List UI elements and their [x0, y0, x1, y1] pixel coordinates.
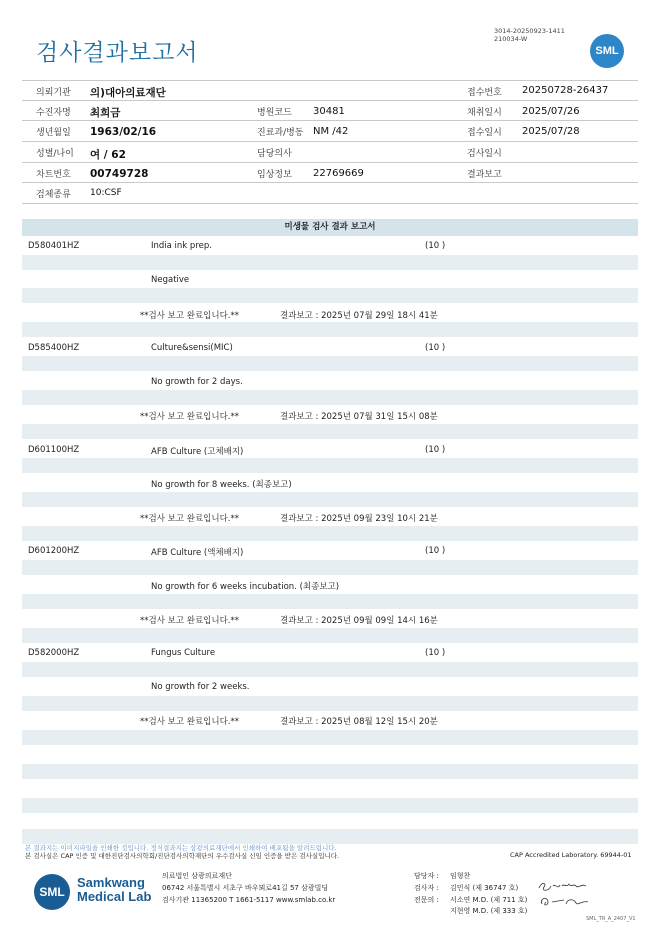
test-name: AFB Culture (고체배지) [151, 447, 244, 457]
hospital-code-label: 병원코드 [257, 108, 292, 118]
test-done: **검사 보고 완료입니다.** [140, 616, 240, 626]
row-band [22, 458, 638, 473]
hospital-code-value: 30481 [313, 106, 345, 117]
form-code: SML_TR_A_2407_V1 [586, 916, 636, 922]
test-done: **검사 보고 완료입니다.** [140, 412, 240, 422]
row-band [22, 560, 638, 575]
receipt-date-label: 접수일시 [467, 128, 502, 138]
birth-value: 1963/02/16 [90, 126, 157, 138]
row-band [22, 662, 638, 677]
row-band [22, 492, 638, 507]
collect-date-label: 채취일시 [467, 108, 502, 118]
test-code: D585400HZ [28, 343, 80, 353]
cap-accreditation: CAP Accredited Laboratory. 69944-01 [510, 851, 632, 859]
test-name: Fungus Culture [151, 648, 216, 658]
signatures [536, 878, 592, 910]
test-count: (10 ) [425, 241, 446, 251]
row-band [22, 390, 638, 405]
test-result: No growth for 2 weeks. [151, 682, 250, 692]
test-result: No growth for 6 weeks incubation. (최종보고) [151, 582, 340, 592]
report-time: 결과보고 : 2025년 07월 29일 18시 41분 [280, 311, 438, 321]
test-result: Negative [151, 275, 190, 285]
page-title: 검사결과보고서 [36, 40, 199, 66]
requester-value: 의)대아의료재단 [90, 87, 166, 99]
section-title: 미생물 검사 결과 보고서 [22, 219, 638, 236]
row-band [22, 730, 638, 745]
specialist-label: 전문의 : [414, 896, 439, 904]
test-code: D582000HZ [28, 648, 80, 658]
chart-no-value: 00749728 [90, 168, 149, 180]
test-done: **검사 보고 완료입니다.** [140, 717, 240, 727]
row-band [22, 696, 638, 711]
dept-value: NM /42 [313, 126, 349, 137]
row-band [22, 255, 638, 270]
clinical-label: 임상정보 [257, 170, 292, 180]
test-done: **검사 보고 완료입니다.** [140, 514, 240, 524]
tester-name: 김민식 (제 36747 호) [450, 884, 519, 892]
requester-label: 의뢰기관 [36, 88, 71, 98]
divider [22, 203, 638, 204]
name-label: 수진자명 [36, 108, 71, 118]
row-band [22, 798, 638, 813]
test-code: D601200HZ [28, 546, 80, 556]
sml-logo: SML [590, 34, 624, 68]
row-band [22, 764, 638, 779]
org-name: 의료법인 삼광의료재단 [162, 872, 232, 880]
row-band [22, 356, 638, 371]
test-done: **검사 보고 완료입니다.** [140, 311, 240, 321]
report-label: 결과보고 [467, 170, 502, 180]
test-code: D580401HZ [28, 241, 80, 251]
test-date-label: 검사일시 [467, 149, 502, 159]
test-code: D601100HZ [28, 445, 80, 455]
divider [22, 162, 638, 163]
test-count: (10 ) [425, 445, 446, 455]
row-band [22, 288, 638, 303]
receipt-no-label: 접수번호 [467, 88, 502, 98]
divider [22, 100, 638, 101]
row-band [22, 594, 638, 609]
receipt-date-value: 2025/07/28 [522, 126, 580, 137]
test-name: AFB Culture (액체배지) [151, 548, 244, 558]
divider [22, 80, 638, 81]
specialist-1: 서소연 M.D. (제 711 호) [450, 896, 528, 904]
report-time: 결과보고 : 2025년 07월 31일 15시 08분 [280, 412, 438, 422]
divider [22, 182, 638, 183]
divider [22, 141, 638, 142]
chart-label: 차트번호 [36, 170, 71, 180]
test-count: (10 ) [425, 648, 446, 658]
org-number: 검사기관 11365200 T 1661-5117 www.smlab.co.kr [162, 896, 336, 904]
dept-label: 진료과/병동 [257, 128, 304, 138]
birth-label: 생년월일 [36, 128, 71, 138]
manager-name: 임형찬 [450, 872, 471, 880]
lab-name: Samkwang Medical Lab [77, 875, 152, 904]
test-count: (10 ) [425, 343, 446, 353]
patient-name: 최희금 [90, 107, 121, 119]
sex-age-value: 여 / 62 [90, 149, 126, 161]
report-time: 결과보고 : 2025년 09월 09일 14시 16분 [280, 616, 438, 626]
clinical-value: 22769669 [313, 168, 364, 179]
row-band [22, 829, 638, 844]
row-band [22, 526, 638, 541]
test-result: No growth for 2 days. [151, 377, 243, 387]
tester-label: 검사자 : [414, 884, 439, 892]
cert-note: 본 검사실은 CAP 인증 및 대한진단검사의학회/진단검사의학재단의 우수검사실 신임 인증을 받은 검사실입니다. [25, 852, 340, 860]
receipt-no-value: 20250728-26437 [522, 85, 609, 96]
row-band [22, 322, 638, 337]
specimen-label: 검체종류 [36, 190, 71, 200]
collect-date-value: 2025/07/26 [522, 106, 580, 117]
report-time: 결과보고 : 2025년 08월 12일 15시 20분 [280, 717, 438, 727]
manager-label: 담당자 : [414, 872, 439, 880]
test-result: No growth for 8 weeks. (최종보고) [151, 480, 292, 490]
sex-age-label: 성별/나이 [36, 149, 74, 159]
test-count: (10 ) [425, 546, 446, 556]
org-address: 06742 서울특별시 서초구 바우뫼로41길 57 삼광빌딩 [162, 884, 329, 892]
row-band [22, 424, 638, 439]
test-name: Culture&sensi(MIC) [151, 343, 233, 353]
row-band [22, 628, 638, 643]
specimen-value: 10:CSF [90, 188, 122, 198]
print-warning: 본 결과지는 이미지파일을 인쇄한 것입니다. 정식결과지는 삼광의료재단에서 인쇄하여 배포됨을 알려드립니다. [25, 844, 337, 852]
document-id: 3014-20250923-1411 210034-W [494, 27, 565, 43]
divider [22, 120, 638, 121]
test-name: India ink prep. [151, 241, 212, 251]
doctor-label: 담당의사 [257, 149, 292, 159]
specialist-2: 지현영 M.D. (제 333 호) [450, 907, 528, 915]
report-time: 결과보고 : 2025년 09월 23일 10시 21분 [280, 514, 438, 524]
sml-logo: SML [34, 874, 70, 910]
